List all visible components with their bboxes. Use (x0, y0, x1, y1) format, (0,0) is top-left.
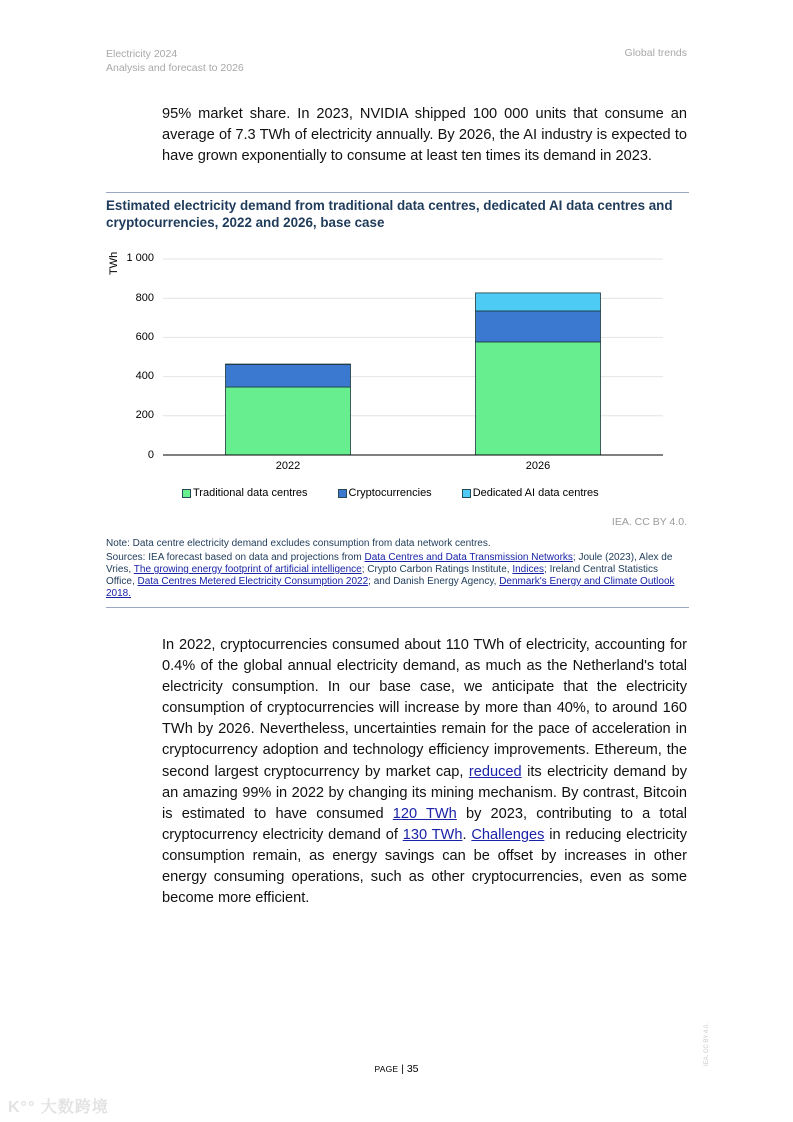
sources-text: ; Joule (2023), Alex de Vries, (106, 552, 673, 575)
figure-note: Note: Data centre electricity demand excludes consumption from data network centres. (106, 538, 491, 549)
legend-label: Cryptocurrencies (348, 487, 432, 499)
header-left (106, 47, 244, 75)
sources-text: ; and Danish Energy Agency, (368, 576, 500, 587)
page-number (0, 1063, 793, 1075)
link-challenges[interactable]: Challenges (471, 826, 545, 843)
figure-title: Estimated electricity demand from traditional data centres, dedicated AI data centres and cryptocurrencies, 2022 and 2026, base case (106, 198, 673, 230)
y-tick: 0 (147, 449, 154, 461)
legend-item-crypto (338, 487, 432, 499)
y-tick: 600 (135, 331, 154, 343)
legend-item-ai (462, 487, 599, 499)
body-paragraph-1: 95% market share. In 2023, NVIDIA shipped 100 000 units that consume an average of 7.3 TWh of electricity annually. By 2026, the AI industry is expected to have grown exponentially to consume at least ten times its demand in 2023. (162, 106, 687, 165)
source-link-metered-consumption[interactable]: Data Centres Metered Electricity Consumption 2022 (137, 576, 369, 587)
legend-item-traditional (182, 487, 308, 499)
doc-subtitle: Analysis and forecast to 2026 (106, 62, 244, 74)
stacked-bar-chart (106, 245, 689, 515)
y-axis-label: TWh (108, 251, 120, 275)
source-link-denmark-outlook[interactable]: Denmark's Energy and Climate Outlook 2018. (106, 576, 675, 599)
paragraph-text: . (462, 826, 472, 843)
figure-bottom-rule (106, 607, 689, 608)
doc-title: Electricity 2024 (106, 48, 178, 60)
page-number-value: | 35 (401, 1063, 419, 1075)
sources-text: Sources: IEA forecast based on data and projections from (106, 552, 365, 563)
y-tick: 200 (135, 409, 154, 421)
figure-top-rule (106, 192, 689, 193)
legend-swatch-icon (462, 489, 471, 498)
figure-sources (106, 552, 676, 600)
bar-segment (476, 342, 601, 455)
sources-text: ; Crypto Carbon Ratings Institute, (361, 564, 513, 575)
section-title: Global trends (624, 47, 687, 59)
x-tick: 2022 (275, 460, 301, 472)
paragraph-text: by 2023, contributing to a total cryptocurrency electricity demand of (162, 805, 687, 843)
link-130-twh[interactable]: 130 TWh (402, 826, 463, 843)
y-tick: 800 (135, 292, 154, 304)
y-tick: 400 (135, 370, 154, 382)
bar-segment (476, 293, 601, 311)
link-reduced[interactable]: reduced (468, 763, 522, 780)
bar-segment (476, 311, 601, 342)
y-tick: 1 000 (126, 252, 154, 264)
link-120-twh[interactable]: 120 TWh (392, 805, 457, 822)
legend-swatch-icon (182, 489, 191, 498)
chart-plot (106, 245, 689, 515)
source-link-data-centres[interactable]: Data Centres and Data Transmission Networks (364, 552, 573, 563)
watermark-logo: K°° 大数跨境 (8, 1099, 109, 1116)
source-link-indices[interactable]: Indices (512, 564, 545, 575)
paragraph-text: In 2022, cryptocurrencies consumed about 110 TWh of electricity, accounting for 0.4% of the global annual electricity demand, as much as the Netherland's total electricity consumption. In our base case, we anticipate that the electricity consumption of cryptocurrencies will increase by more than 40%, to around 160 TWh by 2026. Nevertheless, uncertainties remain for the pace of acceleration in cryptocurrency adoption and technology efficiency improvements. Ethereum, the second largest cryptocurrency by market cap, (162, 637, 687, 780)
body-paragraph-2 (162, 635, 687, 909)
sources-text: ; Ireland Central Statistics Office, (106, 564, 658, 587)
side-credit: IEA. CC BY 4.0. (704, 1023, 710, 1066)
x-tick: 2026 (525, 460, 551, 472)
legend-swatch-icon (338, 489, 347, 498)
source-link-ai-footprint[interactable]: The growing energy footprint of artificial intelligence (133, 564, 362, 575)
chart-legend (182, 487, 599, 499)
legend-label: Dedicated AI data centres (472, 487, 599, 499)
bar-segment (226, 364, 351, 387)
paragraph-text: in reducing electricity consumption remain, as energy savings can be offset by increases in other energy consuming operations, such as other cryptocurrencies, even as some become more efficient. (162, 826, 688, 907)
figure-credit: IEA. CC BY 4.0. (611, 516, 687, 528)
legend-label: Traditional data centres (193, 487, 308, 499)
paragraph-text: its electricity demand by an amazing 99% in 2022 by changing its mining mechanism. By contrast, Bitcoin is estimated to have consumed (162, 763, 687, 822)
page-label: PAGE (374, 1064, 399, 1074)
bar-segment (226, 387, 351, 455)
